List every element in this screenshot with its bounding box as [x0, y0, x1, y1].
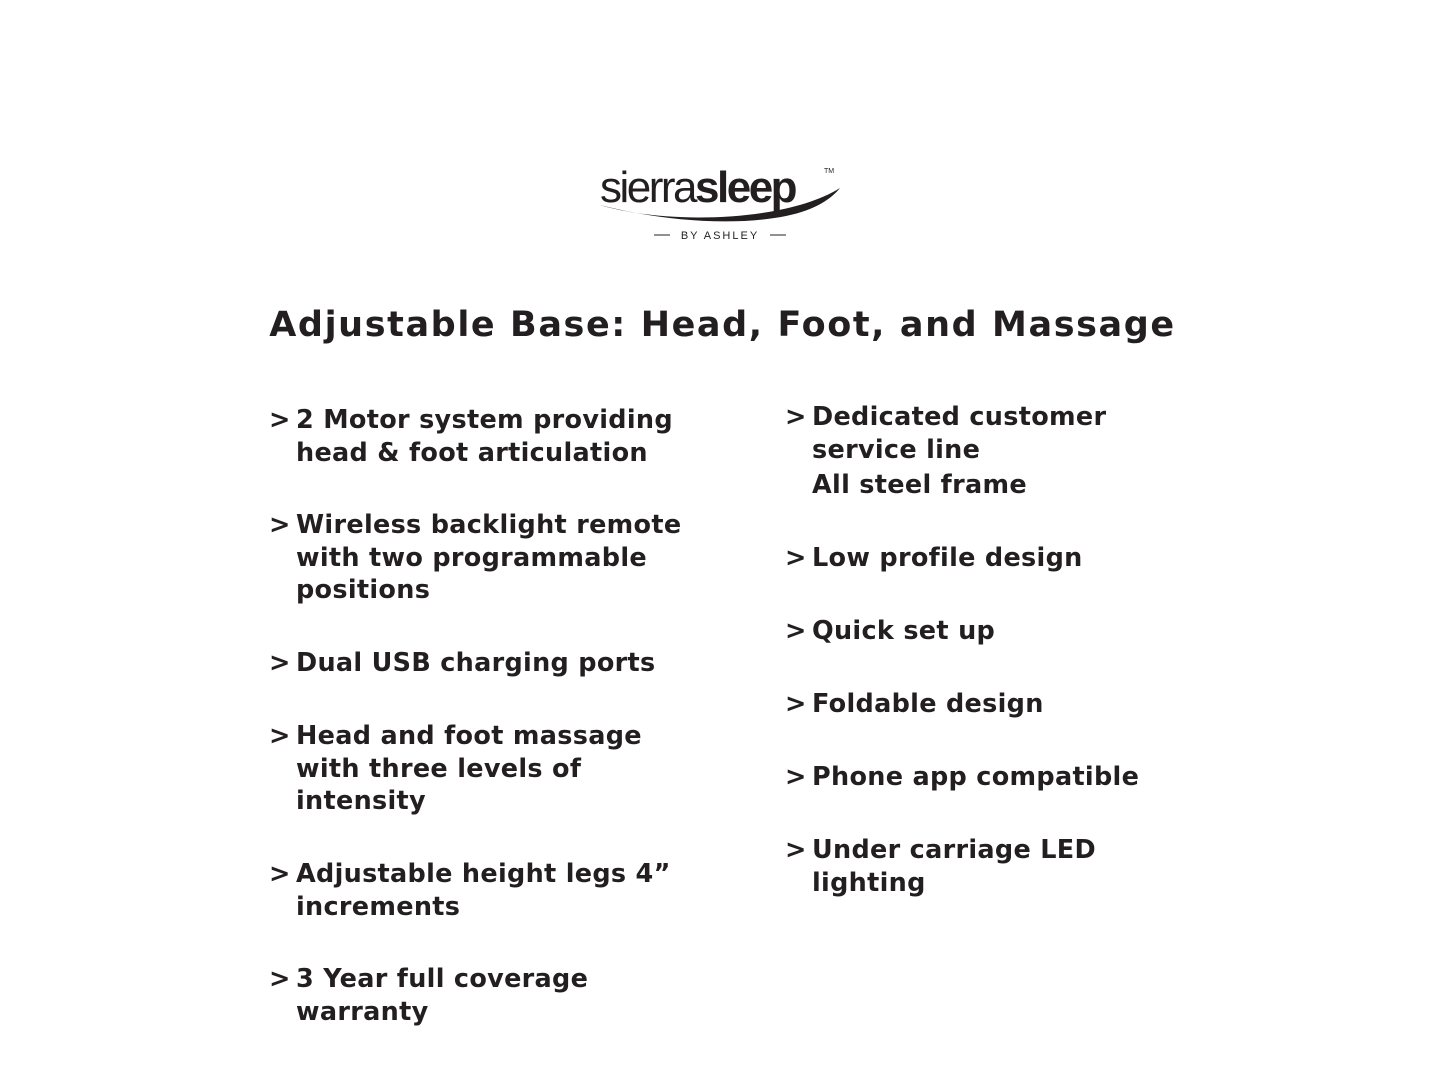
feature-item [269, 858, 671, 923]
feature-item [269, 404, 673, 469]
feature-marker: > [785, 543, 807, 573]
feature-line: Under carriage LED [812, 835, 1096, 865]
feature-item [785, 688, 1044, 721]
feature-line: Phone app compatible [812, 762, 1140, 792]
feature-line: intensity [296, 786, 426, 816]
feature-line: Dual USB charging ports [296, 648, 656, 678]
logo-brand-bold: sleep [695, 163, 796, 212]
feature-line: Adjustable height legs 4” [296, 859, 671, 889]
feature-line: Foldable design [812, 689, 1044, 719]
logo-wordmark [600, 163, 797, 212]
feature-line: Head and foot massage [296, 721, 642, 751]
feature-line: Low profile design [812, 543, 1083, 573]
feature-marker: > [785, 762, 807, 792]
logo-byline: BY ASHLEY [680, 230, 760, 242]
feature-marker: > [269, 405, 291, 435]
feature-marker: > [269, 721, 291, 751]
feature-line: 2 Motor system providing [296, 405, 673, 435]
sierrasleep-logo-graphic [596, 150, 848, 250]
feature-line: increments [296, 891, 461, 922]
feature-item [785, 834, 1096, 899]
feature-item [269, 963, 589, 1028]
logo-brand-light: sierra [600, 163, 696, 212]
feature-item [785, 401, 1107, 502]
feature-line: head & foot articulation [296, 437, 648, 468]
feature-marker: > [785, 689, 807, 719]
feature-line: Quick set up [812, 616, 996, 646]
feature-marker: > [269, 648, 291, 678]
feature-line: All steel frame [812, 470, 1027, 500]
feature-item [269, 647, 656, 680]
feature-marker: > [269, 510, 291, 540]
feature-line: 3 Year full coverage [296, 964, 589, 994]
feature-item [785, 542, 1083, 575]
feature-line: service line [812, 434, 981, 465]
brand-logo [596, 150, 848, 250]
feature-line: lighting [812, 867, 926, 898]
feature-line: with two programmable [296, 542, 647, 573]
page-title: Adjustable Base: Head, Foot, and Massage [269, 305, 1176, 345]
feature-line: warranty [296, 996, 429, 1027]
feature-line: Wireless backlight remote [296, 510, 682, 540]
feature-marker: > [269, 859, 291, 889]
feature-line: with three levels of [296, 753, 582, 784]
feature-item [269, 720, 642, 818]
feature-line: Dedicated customer [812, 402, 1107, 432]
feature-marker: > [785, 616, 807, 646]
feature-line: positions [296, 575, 431, 605]
feature-item [785, 761, 1140, 794]
feature-item [785, 615, 996, 648]
feature-marker: > [785, 402, 807, 432]
feature-marker: > [269, 964, 291, 994]
logo-trademark: TM [824, 168, 835, 175]
feature-marker: > [785, 835, 807, 865]
feature-item [269, 509, 682, 607]
